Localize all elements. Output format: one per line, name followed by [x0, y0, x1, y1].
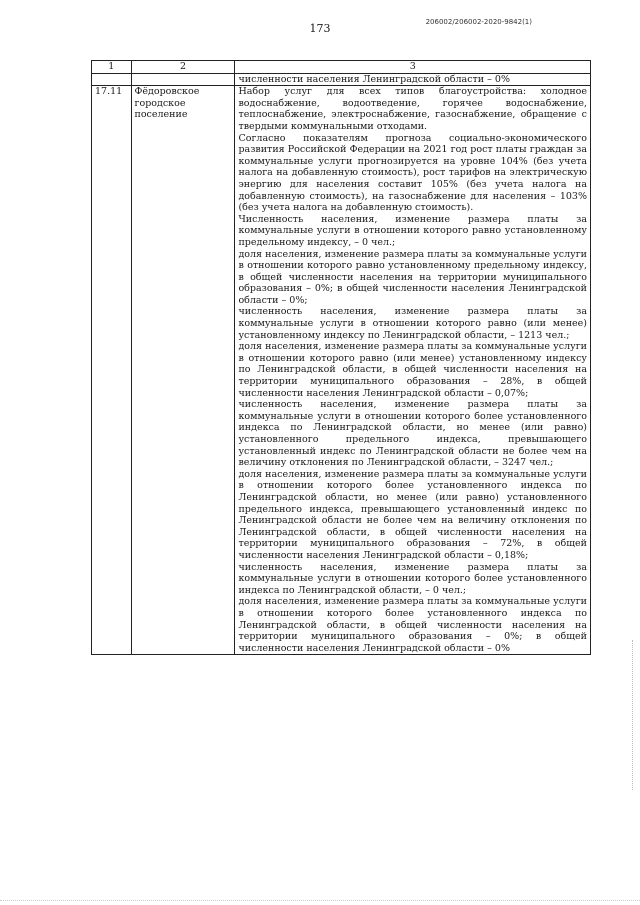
column-header-2: 2: [131, 61, 235, 74]
continuation-text: численности населения Ленинградской области – 0%: [235, 73, 591, 86]
document-code: 206002/206002-2020-9842(1): [425, 18, 532, 26]
table-row: [92, 86, 591, 655]
paragraph: Численность населения, изменение размера платы за коммунальные услуги в отношении которого равно установленному предельному индексу, – 0 чел.;: [238, 213, 587, 248]
tariff-table: [91, 60, 591, 655]
column-header-row: [92, 61, 591, 74]
paragraph: Согласно показателям прогноза социально-экономического развития Российской Федерации на 2021 год рост платы граждан за коммунальные услуги прогнозируется на уровне 104% (без учета налога на добавленную стоимость), рост тарифов на электрическую энергию для населения составит 105% (без учета налога на добавленную стоимость), на газоснабжение для населения – 103% (без учета налога на добавленную стоимость).: [238, 132, 587, 214]
row-description: [235, 86, 591, 655]
scan-edge-marks: [632, 640, 637, 790]
paragraph: доля населения, изменение размера платы за коммунальные услуги в отношении которого более установленного индекса по Ленинградской области, но менее (или равно) установленного предельного индекса, превышающего установленный индекс по Ленинградской области не более чем на величину отклонения по Ленинградской области, в общей численности населения на территории муниципального образования – 72%, в общей численности населения Ленинградской области – 0,18%;: [238, 468, 587, 561]
paragraph: доля населения, изменение размера платы за коммунальные услуги в отношении которого равно (или менее) установленному индексу по Ленинградской области, в общей численности населения на территории муниципального образования – 28%, в общей численности населения Ленинградской области – 0,07%;: [238, 341, 587, 399]
paragraph: Набор услуг для всех типов благоустройства: холодное водоснабжение, водоотведение, горячее водоснабжение, теплоснабжение, электроснабжение, газоснабжение, обращение с твердыми коммунальными отходами.: [238, 86, 587, 132]
continuation-row: [92, 73, 591, 86]
column-header-1: 1: [92, 61, 132, 74]
municipality-name: Фёдоровское городское поселение: [131, 86, 235, 655]
paragraph: численность населения, изменение размера платы за коммунальные услуги в отношении которого равно (или менее) установленному индексу по Ленинградской области, – 1213 чел.;: [238, 306, 587, 341]
column-header-3: 3: [235, 61, 591, 74]
paragraph: доля населения, изменение размера платы за коммунальные услуги в отношении которого более установленного индекса по Ленинградской области, в общей численности населения на территории муниципального образования – 0%; в общей численности населения Ленинградской области – 0%: [238, 596, 587, 654]
row-number: 17.11: [92, 86, 132, 655]
scan-bottom-edge: [0, 900, 640, 902]
page-number: 173: [309, 22, 331, 35]
paragraph: численность населения, изменение размера платы за коммунальные услуги в отношении которого более установленного индекса по Ленинградской области, но менее (или равно) установленного предельного индекса, превышающего установленный индекс по Ленинградской области не более чем на величину отклонения по Ленинградской области, – 3247 чел.;: [238, 399, 587, 469]
paragraph: доля населения, изменение размера платы за коммунальные услуги в отношении которого равно установленному предельному индексу, в общей численности населения на территории муниципального образования – 0%; в общей численности населения Ленинградской области – 0%;: [238, 248, 587, 306]
paragraph: численность населения, изменение размера платы за коммунальные услуги в отношении которого более установленного индекса по Ленинградской области, – 0 чел.;: [238, 561, 587, 596]
